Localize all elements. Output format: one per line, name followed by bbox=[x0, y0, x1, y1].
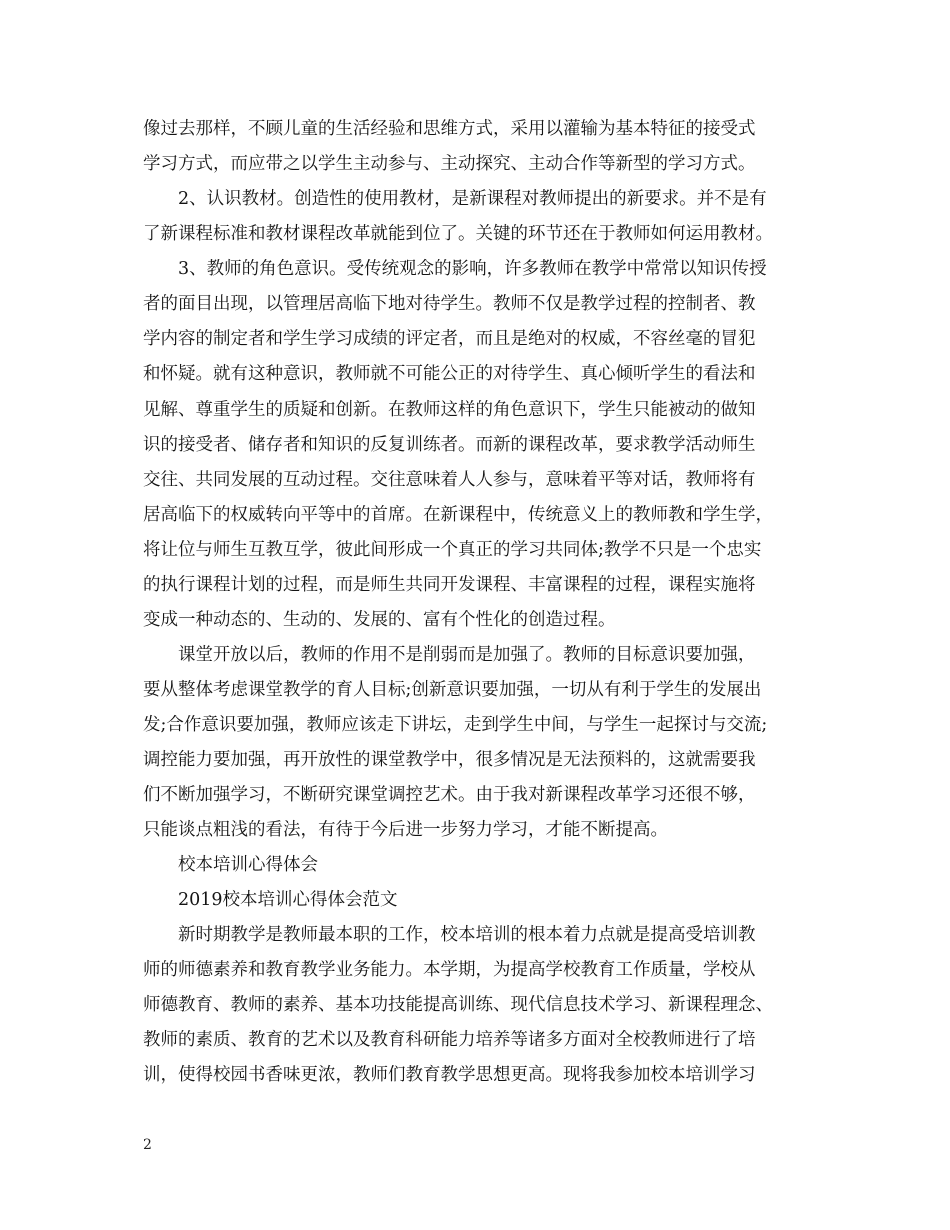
text-line: 调控能力要加强，再开放性的课堂教学中，很多情况是无法预料的，这就需要我 bbox=[143, 750, 756, 770]
text-line: 将让位与师生互教互学，彼此间形成一个真正的学习共同体;教学不只是一个忠实 bbox=[143, 540, 762, 560]
text-line: 师德教育、教师的素养、基本功技能提高训练、现代信息技术学习、新课程理念、 bbox=[143, 995, 773, 1015]
text-line: 居高临下的权威转向平等中的首席。在新课程中，传统意义上的教师教和学生学， bbox=[143, 505, 773, 525]
text-line: 像过去那样，不顾儿童的生活经验和思维方式，采用以灌输为基本特征的接受式 bbox=[143, 119, 756, 139]
text-line: 要从整体考虑课堂教学的育人目标;创新意识要加强，一切从有利于学生的发展出 bbox=[143, 680, 762, 700]
text-line: 2、认识教材。创造性的使用教材，是新课程对教师提出的新要求。并不是有 bbox=[178, 189, 767, 209]
text-line: 们不断加强学习，不断研究课堂调控艺术。由于我对新课程改革学习还很不够， bbox=[143, 785, 756, 805]
text-line: 识的接受者、储存者和知识的反复训练者。而新的课程改革，要求教学活动师生 bbox=[143, 435, 756, 455]
text-line: 课堂开放以后，教师的作用不是削弱而是加强了。教师的目标意识要加强， bbox=[178, 645, 756, 665]
text-line: 教师的素质、教育的艺术以及教育科研能力培养等诸多方面对全校教师进行了培 bbox=[143, 1030, 756, 1050]
text-line: 只能谈点粗浅的看法，有待于今后进一步努力学习，才能不断提高。 bbox=[143, 820, 668, 840]
text-line: 了新课程标准和教材课程改革就能到位了。关键的环节还在于教师如何运用教材。 bbox=[143, 224, 773, 244]
text-line: 交往、共同发展的互动过程。交往意味着人人参与，意味着平等对话，教师将有 bbox=[143, 470, 756, 490]
text-line: 学习方式，而应带之以学生主动参与、主动探究、主动合作等新型的学习方式。 bbox=[143, 154, 756, 174]
text-line: 见解、尊重学生的质疑和创新。在教师这样的角色意识下，学生只能被动的做知 bbox=[143, 400, 756, 420]
text-line: 变成一种动态的、生动的、发展的、富有个性化的创造过程。 bbox=[143, 610, 616, 630]
text-line: 3、教师的角色意识。受传统观念的影响，许多教师在教学中常常以知识传授 bbox=[178, 259, 767, 279]
text-line: 和怀疑。就有这种意识，教师就不可能公正的对待学生、真心倾听学生的看法和 bbox=[143, 364, 756, 384]
text-line: 学内容的制定者和学生学习成绩的评定者，而且是绝对的权威，不容丝毫的冒犯 bbox=[143, 329, 756, 349]
text-line: 新时期教学是教师最本职的工作，校本培训的根本着力点就是提高受培训教 bbox=[178, 925, 756, 945]
article-title: 2019校本培训心得体会范文 bbox=[178, 890, 398, 910]
text-line: 发;合作意识要加强，教师应该走下讲坛，走到学生中间，与学生一起探讨与交流; bbox=[143, 715, 768, 735]
page-number: 2 bbox=[143, 1137, 152, 1153]
section-heading: 校本培训心得体会 bbox=[178, 855, 318, 875]
text-line: 者的面目出现，以管理居高临下地对待学生。教师不仅是教学过程的控制者、教 bbox=[143, 294, 756, 314]
text-line: 的执行课程计划的过程，而是师生共同开发课程、丰富课程的过程，课程实施将 bbox=[143, 575, 756, 595]
text-line: 训，使得校园书香味更浓，教师们教育教学思想更高。现将我参加校本培训学习 bbox=[143, 1065, 756, 1085]
text-line: 师的师德素养和教育教学业务能力。本学期，为提高学校教育工作质量，学校从 bbox=[143, 960, 756, 980]
